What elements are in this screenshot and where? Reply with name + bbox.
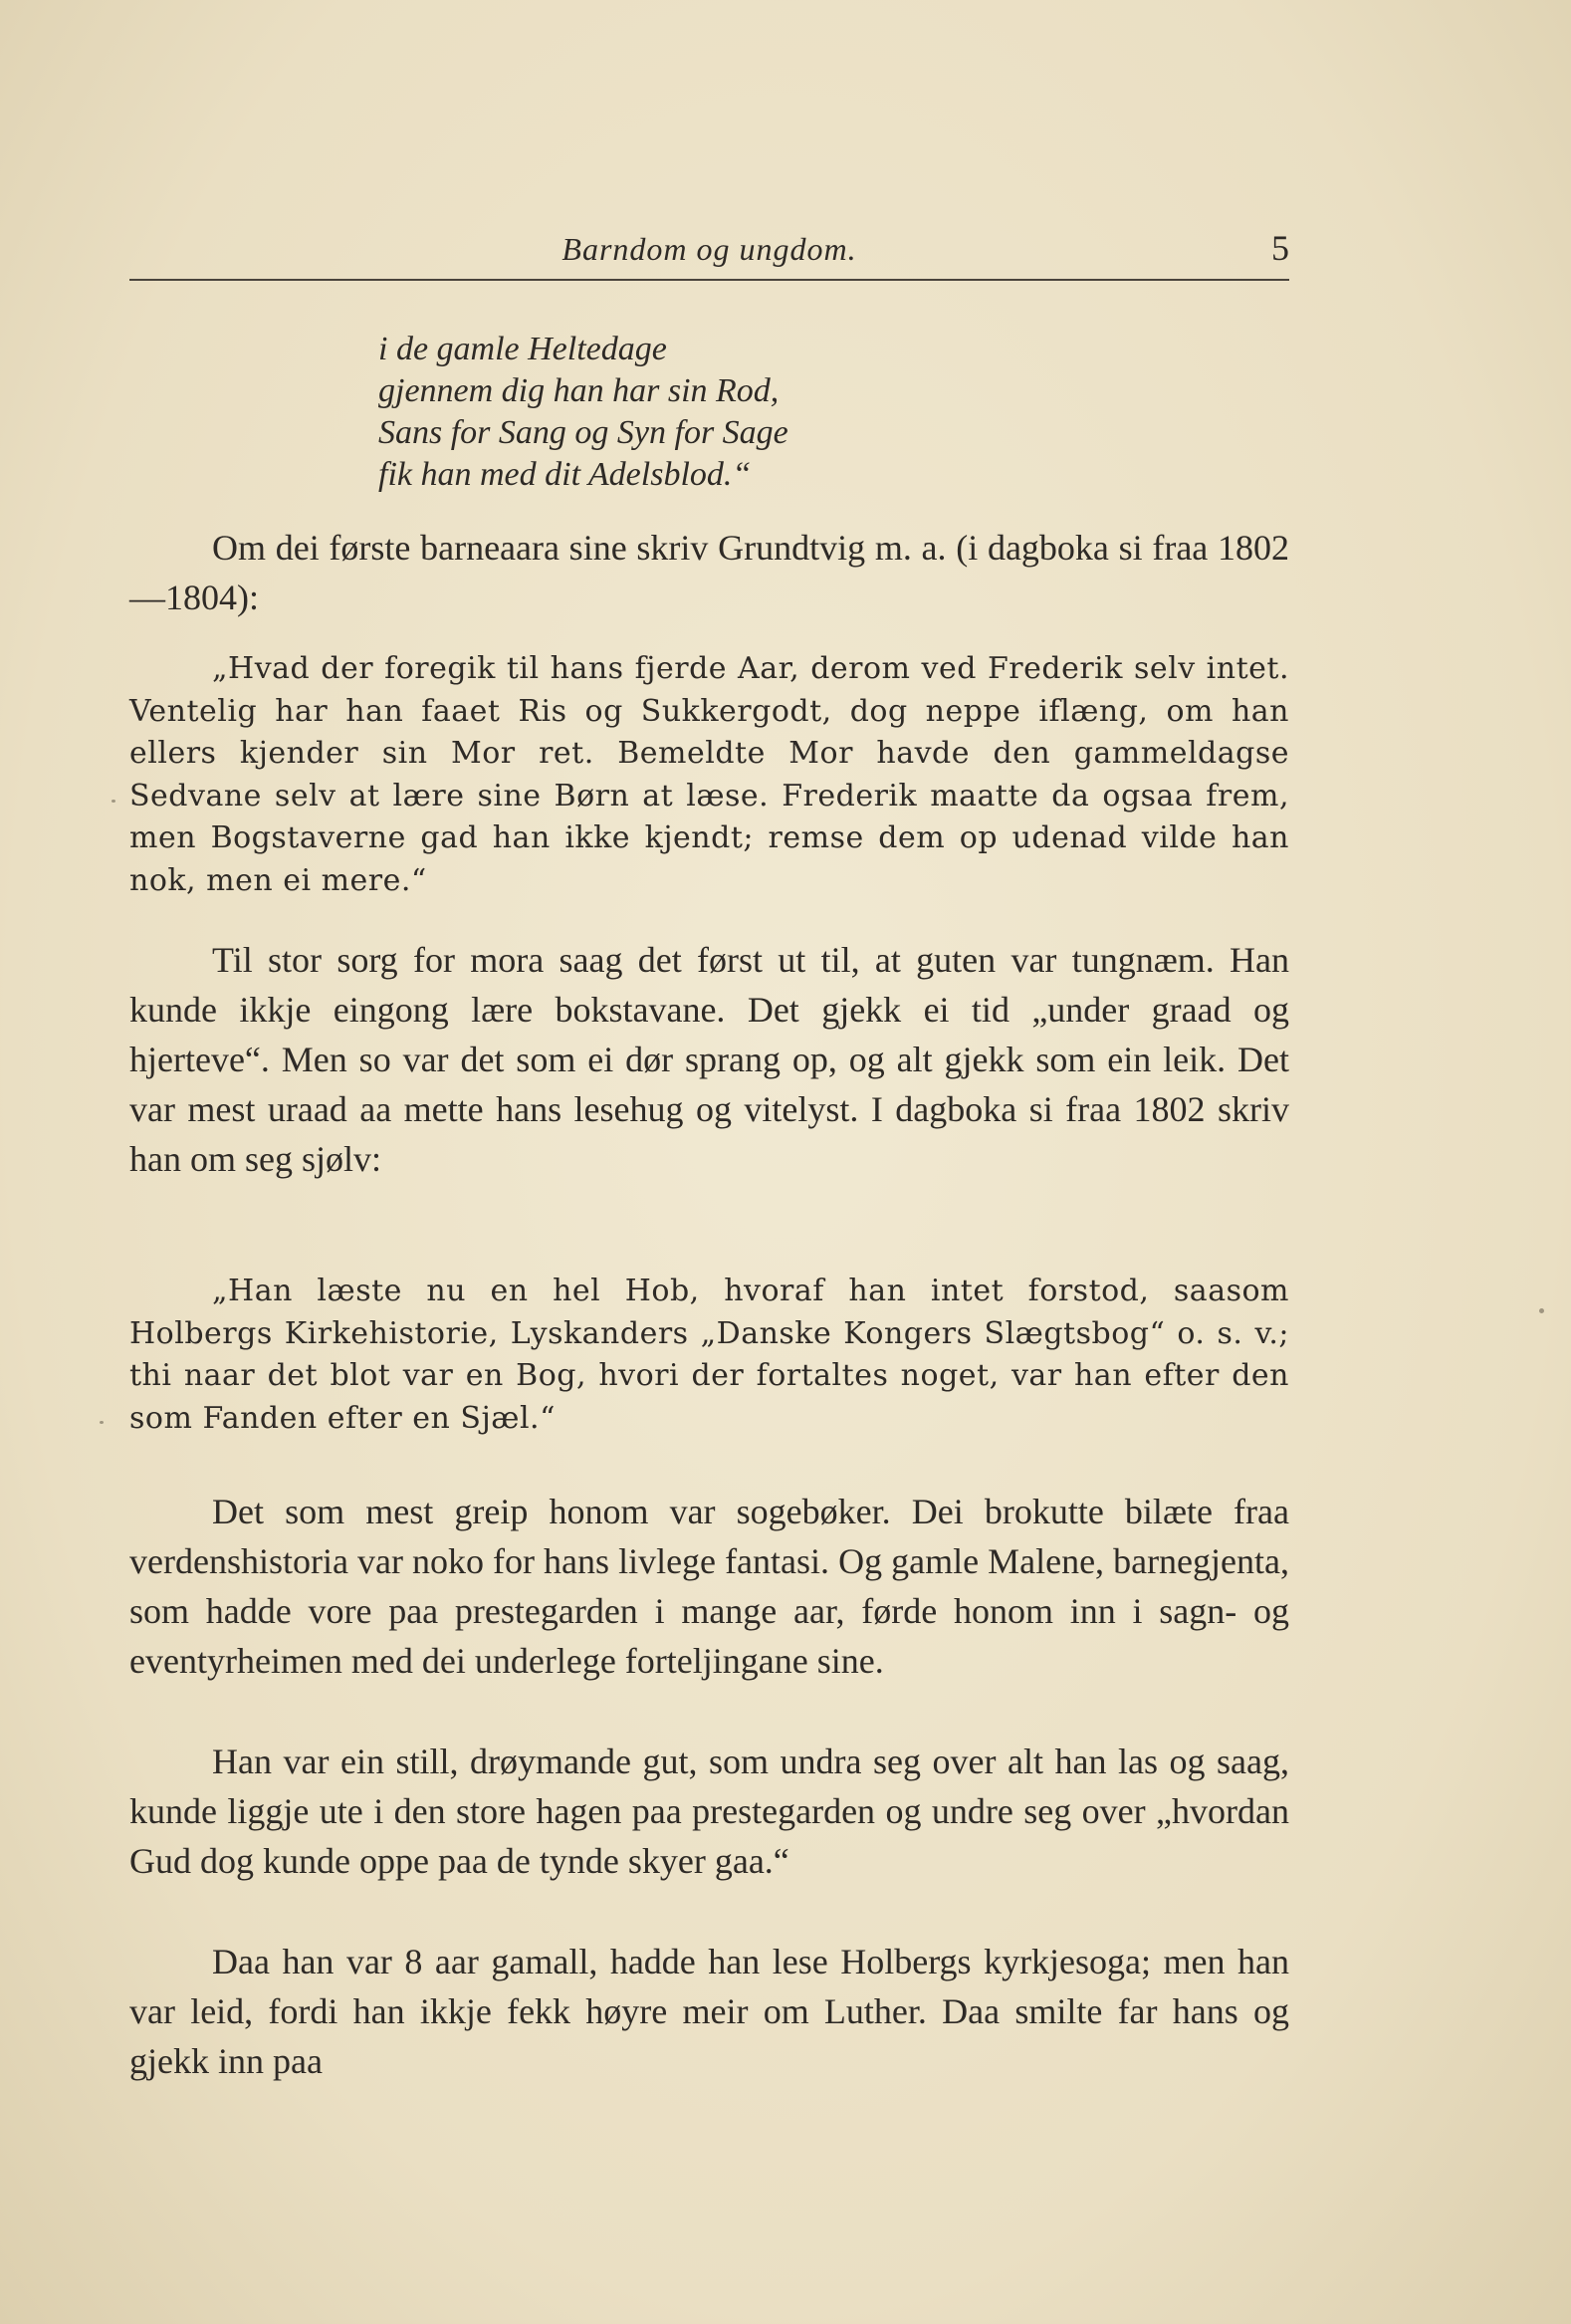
running-title: Barndom og ungdom.: [561, 231, 857, 267]
paper-speck: [112, 800, 115, 803]
verse-line: fik han med dit Adelsblod.“: [378, 456, 752, 493]
block-quote-diary-2: „Han læste nu en hel Hob, hvoraf han intet forstod, saasom Holbergs Kirkehistorie, Lyskanders „Danske Kongers Slægtsbog“ o. s. v.; thi naar det blot var en Bog, hvori der fortaltes noget, var han efter den som Fanden efter en Sjæl.“: [129, 1274, 1289, 1436]
paragraph-dreamy-boy: Han var ein still, drøymande gut, som undra seg over alt han las og saag, kunde liggje ute i den store hagen paa prestegarden og undre seg over „hvordan Gud dog kunde oppe paa de tynde skyer gaa.“: [129, 1742, 1289, 1881]
running-head: [129, 221, 1289, 283]
paper-speck: [100, 1421, 104, 1424]
paper-speck: [1539, 1308, 1544, 1313]
paragraph-childhood-reading: Til stor sorg for mora saag det først ut til, at guten var tungnæm. Han kunde ikkje eingong lære bokstavane. Det gjekk ei tid „under graad og hjerteve“. Men so var det som ei dør sprang op, og alt gjekk som ein leik. Det var mest uraad aa mette hans lesehug og vitelyst. I dagboka si fraa 1802 skriv han om seg sjølv:: [129, 940, 1289, 1179]
verse-line: gjennem dig han har sin Rod,: [378, 372, 780, 409]
block-quote-diary-1: „Hvad der foregik til hans fjerde Aar, derom ved Frederik selv intet. Ventelig har han faaet Ris og Sukkergodt, dog neppe iflæng, om han ellers kjender sin Mor ret. Bemeldte Mor havde den gammeldagse Sedvane selv at lære sine Børn at læse. Frederik maatte da ogsaa frem, men Bogstaverne gad han ikke kjendt; remse dem op udenad vilde han nok, men ei mere.“: [129, 651, 1289, 898]
verse-line: Sans for Sang og Syn for Sage: [378, 414, 788, 451]
paragraph-intro-diary: Om dei første barneaara sine skriv Grundtvig m. a. (i dagboka si fraa 1802—1804):: [129, 528, 1289, 617]
header-rule: [129, 279, 1289, 281]
paragraph-holberg-church-history: Daa han var 8 aar gamall, hadde han lese Holbergs kyrkjesoga; men han var leid, fordi han ikkje fekk høyre meir om Luther. Daa smilte far hans og gjekk inn paa: [129, 1942, 1289, 2081]
paragraph-history-books: Det som mest greip honom var sogebøker. Dei brokutte bilæte fraa verdenshistoria var noko for hans livlege fantasi. Og gamle Malene, barnegjenta, som hadde vore paa prestegarden i mange aar, førde honom inn i sagn- og eventyrheimen med dei underlege forteljingane sine.: [129, 1492, 1289, 1681]
page-number: 5: [1271, 228, 1289, 268]
verse-line: i de gamle Heltedage: [378, 331, 667, 367]
verse-stanza: [378, 329, 1075, 496]
